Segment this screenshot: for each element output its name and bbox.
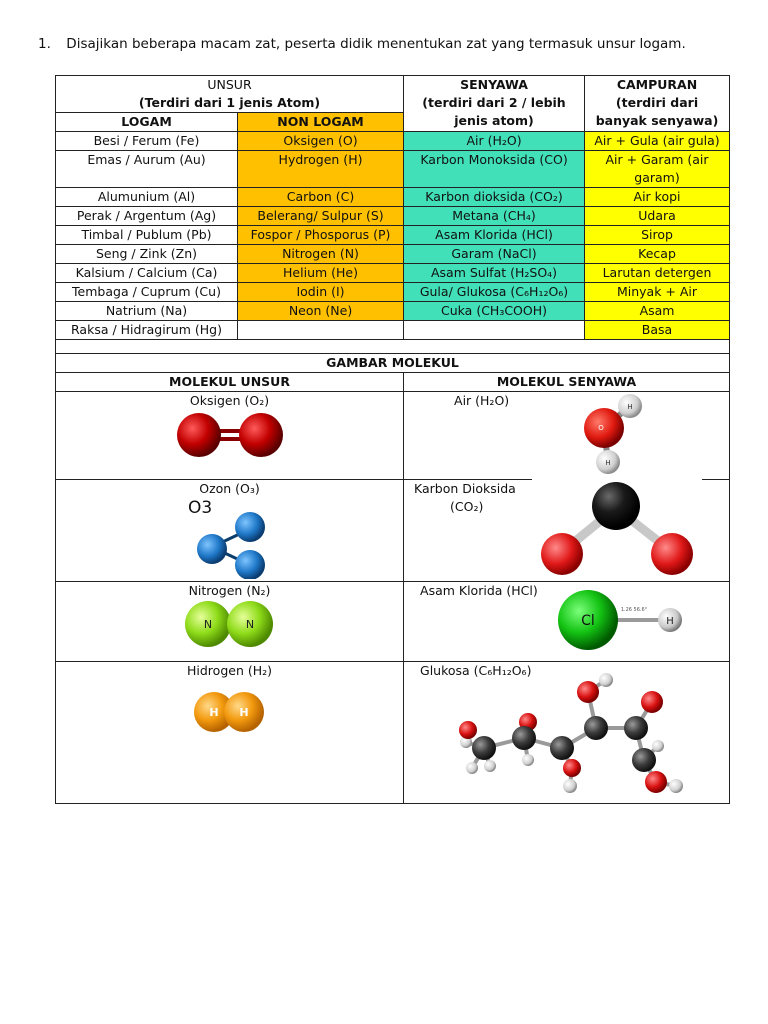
- gambar-molekul-title: GAMBAR MOLEKUL: [56, 354, 730, 373]
- instruction-number: 1.: [38, 36, 51, 52]
- non-logam-header: NON LOGAM: [238, 113, 404, 132]
- campuran-cell: Larutan detergen: [585, 264, 730, 283]
- logam-cell: Besi / Ferum (Fe): [56, 132, 238, 151]
- logam-cell: Alumunium (Al): [56, 188, 238, 207]
- senyawa-cell: Karbon dioksida (CO₂): [404, 188, 585, 207]
- hydrogen-atom-label: H: [605, 459, 611, 467]
- nonlogam-cell: Hydrogen (H): [238, 151, 404, 188]
- senyawa-cell: Metana (CH₄): [404, 207, 585, 226]
- hydrogen-atom-label: H: [208, 706, 219, 719]
- karbon-dioksida-caption-2: (CO₂): [450, 499, 484, 514]
- nonlogam-cell: Belerang/ Sulpur (S): [238, 207, 404, 226]
- nonlogam-cell: Neon (Ne): [238, 302, 404, 321]
- campuran-cell: Sirop: [585, 226, 730, 245]
- ozon-caption: Ozon (O₃): [199, 481, 260, 496]
- campuran-title: CAMPURAN: [616, 77, 698, 92]
- table-row: [56, 321, 730, 340]
- campuran-cell: Asam: [585, 302, 730, 321]
- nitrogen-molecule-image: [180, 600, 280, 648]
- asam-klorida-caption: Asam Klorida (HCl): [420, 583, 538, 598]
- glukosa-caption: Glukosa (C₆H₁₂O₆): [420, 663, 532, 678]
- logam-cell: Perak / Argentum (Ag): [56, 207, 238, 226]
- campuran-header: [585, 76, 730, 132]
- campuran-subtitle-1: (terdiri dari: [615, 95, 699, 110]
- table-row: [56, 302, 730, 321]
- logam-header: LOGAM: [56, 113, 238, 132]
- instruction-text: Disajikan beberapa macam zat, peserta didik menentukan zat yang termasuk unsur logam.: [66, 36, 686, 52]
- logam-cell: Raksa / Hidragirum (Hg): [56, 321, 238, 340]
- hidrogen-caption: Hidrogen (H₂): [187, 663, 273, 678]
- hydrogen-molecule-image: [190, 688, 270, 736]
- table-row: [56, 151, 730, 188]
- nonlogam-cell: Carbon (C): [238, 188, 404, 207]
- table-row: [56, 226, 730, 245]
- senyawa-cell: Garam (NaCl): [404, 245, 585, 264]
- campuran-cell: Basa: [585, 321, 730, 340]
- ozone-formula-label: O3: [188, 498, 213, 518]
- unsur-title: UNSUR: [207, 77, 252, 92]
- logam-cell: Emas / Aurum (Au): [56, 151, 238, 188]
- nonlogam-cell: [238, 321, 404, 340]
- logam-cell: Kalsium / Calcium (Ca): [56, 264, 238, 283]
- chlorine-atom-label: Cl: [581, 613, 595, 629]
- senyawa-subtitle-2: jenis atom): [454, 113, 534, 128]
- table-row: [56, 264, 730, 283]
- ozone-molecule-image: [184, 497, 284, 579]
- senyawa-header: [404, 76, 585, 132]
- senyawa-subtitle-1: (terdiri dari 2 / lebih: [422, 95, 566, 110]
- senyawa-cell: Karbon Monoksida (CO): [404, 151, 585, 188]
- hydrogen-atom-label: H: [666, 616, 674, 627]
- hydrogen-atom-label: H: [238, 706, 249, 719]
- molekul-unsur-header: MOLEKUL UNSUR: [56, 373, 404, 392]
- carbon-dioxide-molecule-image: [532, 478, 702, 580]
- instruction: [38, 36, 686, 52]
- asam-klorida-cell: [404, 582, 730, 662]
- molecule-row: [56, 662, 730, 804]
- campuran-subtitle-2: banyak senyawa): [595, 113, 719, 128]
- hydrochloric-acid-molecule-image: [556, 588, 686, 654]
- ozon-cell: [56, 480, 404, 582]
- gambar-header-row: [56, 373, 730, 392]
- table-row: [56, 132, 730, 151]
- karbon-dioksida-caption-1: Karbon Dioksida: [414, 481, 516, 496]
- campuran-cell: Kecap: [585, 245, 730, 264]
- glukosa-cell: [404, 662, 730, 804]
- nitrogen-atom-label: N: [245, 618, 254, 631]
- table-row: [56, 283, 730, 302]
- campuran-cell: Air + Gula (air gula): [585, 132, 730, 151]
- senyawa-cell: Asam Sulfat (H₂SO₄): [404, 264, 585, 283]
- senyawa-cell: Air (H₂O): [404, 132, 585, 151]
- table-row: [56, 207, 730, 226]
- nitrogen-caption: Nitrogen (N₂): [188, 583, 271, 598]
- oksigen-caption: Oksigen (O₂): [189, 393, 270, 408]
- water-molecule-image: [574, 390, 664, 490]
- hydrogen-atom-label: H: [627, 403, 633, 411]
- logam-cell: Seng / Zink (Zn): [56, 245, 238, 264]
- senyawa-title: SENYAWA: [460, 77, 528, 92]
- hidrogen-cell: [56, 662, 404, 804]
- campuran-cell: Udara: [585, 207, 730, 226]
- logam-cell: Natrium (Na): [56, 302, 238, 321]
- campuran-cell: Minyak + Air: [585, 283, 730, 302]
- oxygen-atom-label: O: [598, 424, 604, 432]
- gambar-title-row: [56, 354, 730, 373]
- air-caption: Air (H₂O): [454, 393, 510, 408]
- header-row-1: [56, 76, 730, 113]
- table-row: [56, 188, 730, 207]
- spacer-row: [56, 340, 730, 354]
- unsur-subtitle: (Terdiri dari 1 jenis Atom): [138, 95, 321, 110]
- logam-cell: Timbal / Publum (Pb): [56, 226, 238, 245]
- nitrogen-cell: [56, 582, 404, 662]
- karbon-dioksida-cell: [404, 480, 730, 582]
- campuran-cell: Air + Garam (air garam): [585, 151, 730, 188]
- bond-length-label: 1.26 56.6°: [620, 607, 648, 613]
- nonlogam-cell: Helium (He): [238, 264, 404, 283]
- air-cell: [404, 392, 730, 480]
- campuran-cell: Air kopi: [585, 188, 730, 207]
- molecule-row: [56, 392, 730, 480]
- senyawa-cell: Asam Klorida (HCl): [404, 226, 585, 245]
- table-row: [56, 245, 730, 264]
- nonlogam-cell: Oksigen (O): [238, 132, 404, 151]
- glucose-molecule-image: [444, 670, 694, 800]
- logam-cell: Tembaga / Cuprum (Cu): [56, 283, 238, 302]
- unsur-header: [56, 76, 404, 113]
- senyawa-cell: Cuka (CH₃COOH): [404, 302, 585, 321]
- oksigen-cell: [56, 392, 404, 480]
- classification-table: [55, 75, 730, 804]
- molecule-row: [56, 480, 730, 582]
- senyawa-cell: Gula/ Glukosa (C₆H₁₂O₆): [404, 283, 585, 302]
- senyawa-cell: [404, 321, 585, 340]
- nitrogen-atom-label: N: [203, 618, 212, 631]
- nonlogam-cell: Iodin (I): [238, 283, 404, 302]
- molecule-row: [56, 582, 730, 662]
- molekul-senyawa-header: MOLEKUL SENYAWA: [404, 373, 730, 392]
- nonlogam-cell: Nitrogen (N): [238, 245, 404, 264]
- nonlogam-cell: Fospor / Phosporus (P): [238, 226, 404, 245]
- oxygen-molecule-image: [175, 410, 285, 460]
